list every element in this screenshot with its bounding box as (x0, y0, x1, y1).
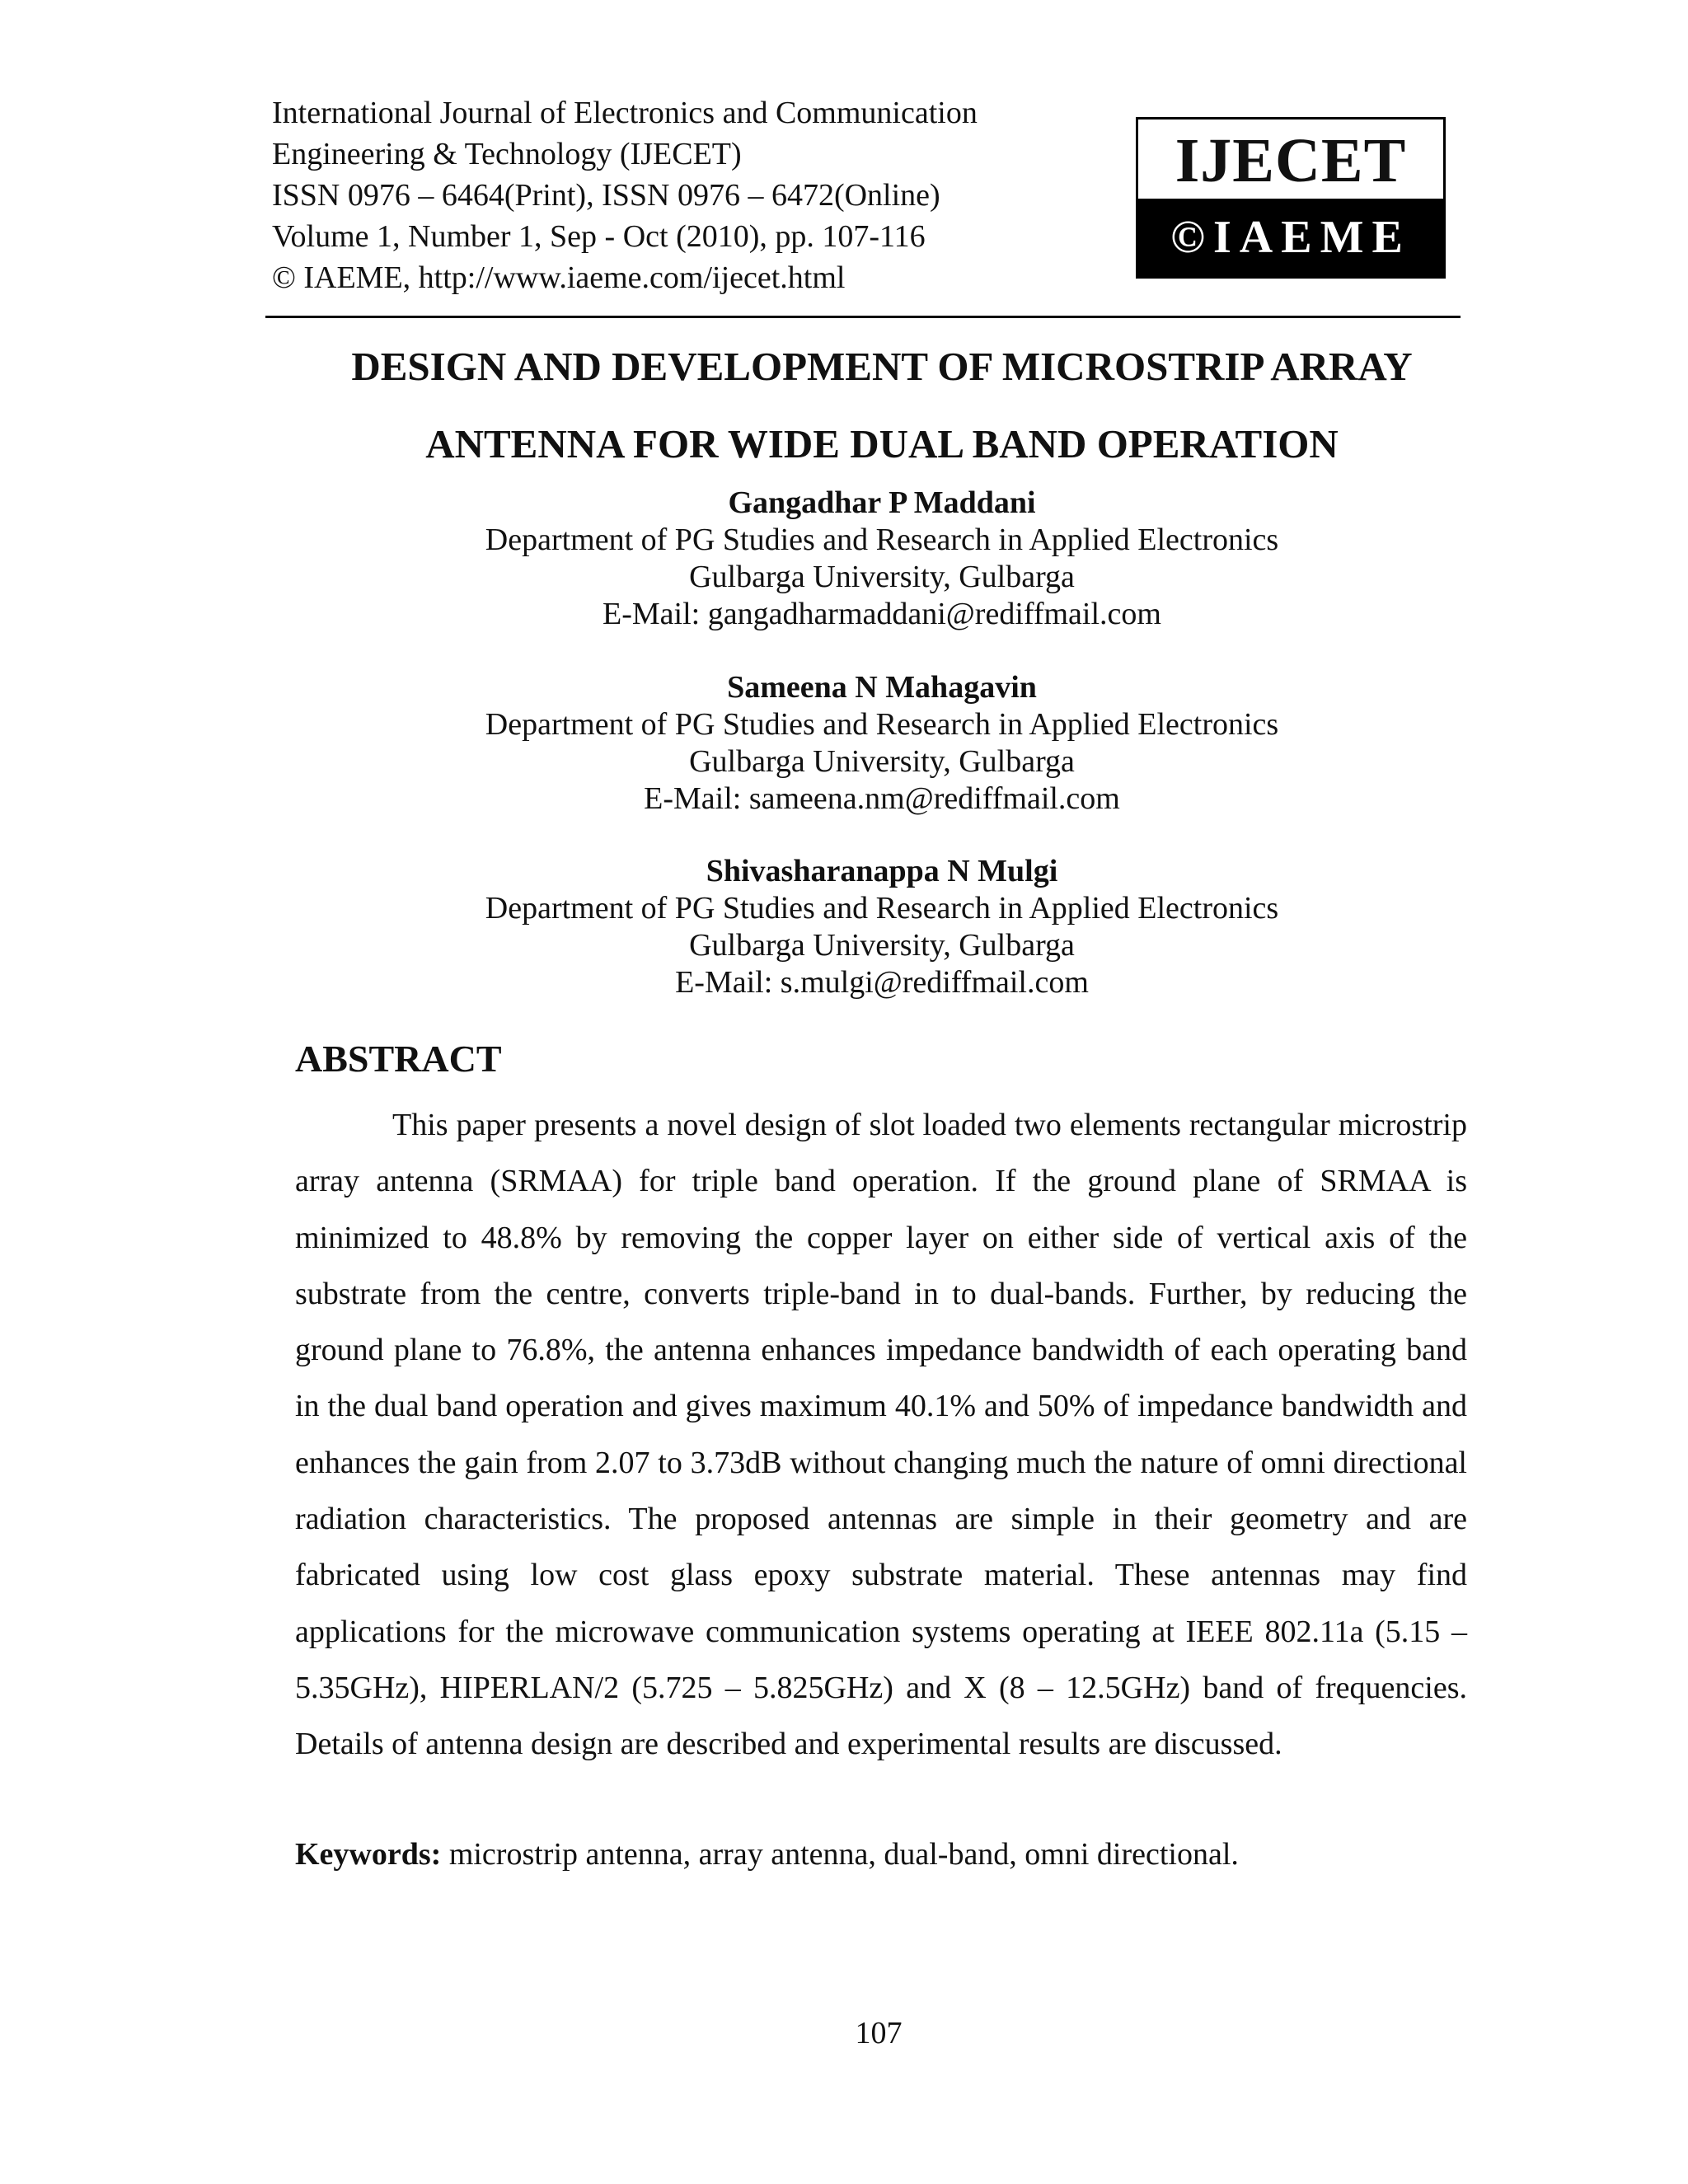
author-university: Gulbarga University, Gulbarga (689, 744, 1075, 779)
journal-name-line-1: International Journal of Electronics and Communication (272, 96, 978, 130)
header-divider (265, 316, 1461, 318)
author-university: Gulbarga University, Gulbarga (689, 928, 1075, 963)
author-department: Department of PG Studies and Research in Applied Electronics (485, 523, 1279, 557)
issn-line: ISSN 0976 – 6464(Print), ISSN 0976 – 6472(Online) (272, 178, 940, 213)
author-email: E-Mail: s.mulgi@rediffmail.com (675, 965, 1089, 1000)
author-email: E-Mail: sameena.nm@rediffmail.com (644, 781, 1120, 816)
journal-logo (1136, 117, 1446, 279)
keywords-text: microstrip antenna, array antenna, dual-band, omni directional. (441, 1837, 1239, 1872)
abstract-heading: ABSTRACT (295, 1038, 502, 1080)
volume-line: Volume 1, Number 1, Sep - Oct (2010), pp. 107-116 (272, 219, 926, 254)
author-name: Shivasharanappa N Mulgi (706, 854, 1058, 888)
author-name: Sameena N Mahagavin (727, 670, 1037, 705)
logo-title: IJECET (1138, 120, 1443, 199)
author-department: Department of PG Studies and Research in Applied Electronics (485, 707, 1279, 742)
author-university: Gulbarga University, Gulbarga (689, 560, 1075, 594)
author-block (247, 485, 1517, 633)
copyright-url-line: © IAEME, http://www.iaeme.com/ijecet.html (272, 260, 846, 295)
keywords-label: Keywords: (295, 1837, 442, 1872)
journal-name-line-2: Engineering & Technology (IJECET) (272, 137, 742, 171)
author-department: Department of PG Studies and Research in Applied Electronics (485, 891, 1279, 926)
paper-title-line-1: DESIGN AND DEVELOPMENT OF MICROSTRIP ARRAY (351, 344, 1413, 389)
keywords (295, 1830, 1467, 1879)
page-number: 107 (855, 2016, 903, 2050)
journal-info (272, 92, 1096, 298)
logo-publisher: ©IAEME (1138, 199, 1443, 276)
author-name: Gangadhar P Maddani (728, 485, 1036, 520)
paper-title (247, 328, 1517, 483)
author-email: E-Mail: gangadharmaddani@rediffmail.com (603, 597, 1161, 631)
author-block (247, 853, 1517, 1001)
paper-title-line-2: ANTENNA FOR WIDE DUAL BAND OPERATION (425, 421, 1339, 466)
author-block (247, 669, 1517, 818)
abstract-body: This paper presents a novel design of slot loaded two elements rectangular microstrip array antenna (SRMAA) for triple band operation. If the ground plane of SRMAA is minimized to 48.8% by removing the copper layer on either side of vertical axis of the substrate from the centre, converts triple-band in to dual-bands. Further, by reducing the ground plane to 76.8%, the antenna enhances impedance bandwidth of each operating band in the dual band operation and gives maximum 40.1% and 50% of impedance bandwidth and enhances the gain from 2.07 to 3.73dB without changing much the nature of omni directional radiation characteristics. The proposed antennas are simple in their geometry and are fabricated using low cost glass epoxy substrate material. These antennas may find applications for the microwave communication systems operating at IEEE 802.11a (5.15 – 5.35GHz), HIPERLAN/2 (5.725 – 5.825GHz) and X (8 – 12.5GHz) band of frequencies. Details of antenna design are described and experimental results are discussed. (295, 1108, 1467, 1762)
